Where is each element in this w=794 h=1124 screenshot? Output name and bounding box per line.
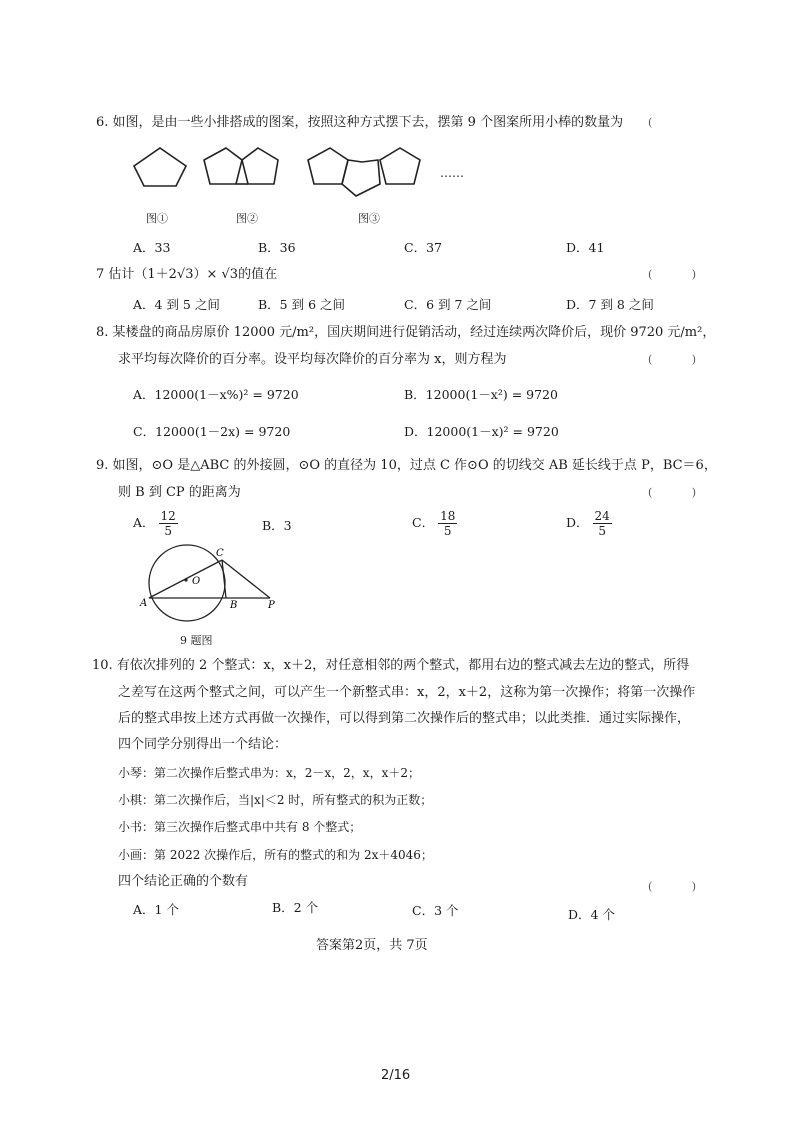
q6-fig-label-2: 图② [236,212,258,225]
q9-stem-line2: 则 B 到 CP 的距离为 [118,485,241,500]
q6-fig-label-3: 图③ [358,212,380,225]
q6-pentagon-3a [308,148,348,184]
q8-answer-paren: ( ) [648,353,715,366]
q6-answer-paren: ( [648,116,671,129]
q6-pentagon-2b [242,148,278,184]
q9-option-a-denominator: 5 [164,524,172,538]
q9-answer-paren: ( ) [648,486,715,499]
q9-point-label-a: A [140,598,148,609]
q7-option-a: A．4 到 5 之间 [133,297,220,312]
q9-option-d-denominator: 5 [598,524,606,538]
q10-claim-3: 小书：第三次操作后整式串中共有 8 个整式； [118,820,362,834]
q6-pentagon-2a [204,148,242,184]
q9-center-dot [184,578,187,581]
q9-option-a [133,509,178,538]
q9-point-label-o: O [192,576,201,587]
q10-option-d: D．4 个 [568,907,615,922]
q8-stem-line1: 8. 某楼盘的商品房原价 12000 元/m²，国庆期间进行促销活动，经过连续两次降价后，现价 9720 元/m²， [96,325,716,340]
q10-answer-paren: ( ) [648,880,715,893]
q6-option-a: A．33 [133,240,171,255]
q9-option-d-letter: D． [566,515,589,530]
q7-option-d: D．7 到 8 之间 [566,297,654,312]
q6-option-c: C．37 [404,240,442,255]
q8-stem-line2: 求平均每次降价的百分率。设平均每次降价的百分率为 x，则方程为 [118,352,507,367]
q9-option-c-fraction [438,509,457,538]
q7-answer-paren: ( ) [648,268,715,281]
q9-option-c-letter: C． [412,515,435,530]
q10-option-b: B．2 个 [272,900,319,915]
q9-option-a-numerator: 12 [160,509,176,523]
q10-option-c: C．3 个 [412,903,459,918]
q9-option-d-fraction [593,509,612,538]
q6-fig-label-1: 图① [146,212,168,225]
q7-stem: 7 估计（1＋2√3）× √3的值在 [96,267,278,282]
q6-option-d: D．41 [566,240,605,255]
q10-ask: 四个结论正确的个数有 [118,874,249,889]
q10-option-a: A．1 个 [133,902,179,917]
q9-stem-line1: 9. 如图，⊙O 是△ABC 的外接圆，⊙O 的直径为 10，过点 C 作⊙O 的切线交 AB 延长线于点 P，BC＝6， [96,458,717,473]
q10-stem-line1: 10. 有依次排列的 2 个整式：x，x＋2，对任意相邻的两个整式，都用右边的整式减去左边的整式，所得 [92,658,690,673]
q9-option-b: B．3 [262,518,292,533]
q6-pentagon-3b [342,160,380,196]
q9-point-label-b: B [230,600,238,611]
q9-figure-caption: 9 题图 [180,634,213,647]
q6-option-b: B．36 [258,240,296,255]
q10-claim-2: 小棋：第二次操作后，当|x|＜2 时，所有整式的积为正数； [118,793,433,807]
q9-circle [149,545,225,621]
q6-pentagon-3c [380,148,420,184]
q9-option-d [566,509,612,538]
q9-figure [136,544,286,632]
page-number: 2/16 [381,1068,411,1083]
q10-stem-line3: 后的整式串按上述方式再做一次操作，可以得到第二次操作后的整式串；以此类推．通过实际操作， [118,711,691,726]
q7-option-b: B．5 到 6 之间 [258,297,346,312]
q9-option-a-fraction [159,509,178,538]
q10-stem-line2: 之差写在这两个整式之间，可以产生一个新整式串：x，2，x＋2，这称为第一次操作；将第一次操作 [118,685,696,700]
q8-option-b: B．12000(1－x²) = 9720 [404,387,558,402]
q10-claim-4: 小画：第 2022 次操作后，所有的整式的和为 2x＋4046； [118,848,433,862]
q10-stem-line4: 四个同学分别得出一个结论： [118,737,288,752]
q9-option-c [412,509,457,538]
q7-option-c: C．6 到 7 之间 [404,297,492,312]
q6-stem: 6. 如图，是由一些小排搭成的图案，按照这种方式摆下去，摆第 9 个图案所用小棒的数量为 [96,115,624,130]
q8-option-c: C．12000(1－2x) = 9720 [133,424,291,439]
q6-figure [118,138,478,228]
q9-point-label-c: C [216,548,224,559]
q9-option-a-letter: A． [133,515,155,530]
page-footer: 答案第2页，共 7页 [316,938,428,953]
q6-pentagon-1 [134,148,186,186]
q9-tangent-cp [222,560,270,598]
q9-option-c-denominator: 5 [443,524,452,538]
q6-ellipsis: …… [440,166,464,180]
q9-point-label-p: P [268,600,275,611]
q9-option-c-numerator: 18 [440,509,456,523]
q8-option-d: D．12000(1－x)² = 9720 [404,424,559,439]
q8-option-a: A．12000(1－x%)² = 9720 [133,387,299,402]
q10-claim-1: 小琴：第二次操作后整式串为：x，2－x，2，x，x＋2； [118,766,420,780]
q9-option-d-numerator: 24 [594,509,610,523]
